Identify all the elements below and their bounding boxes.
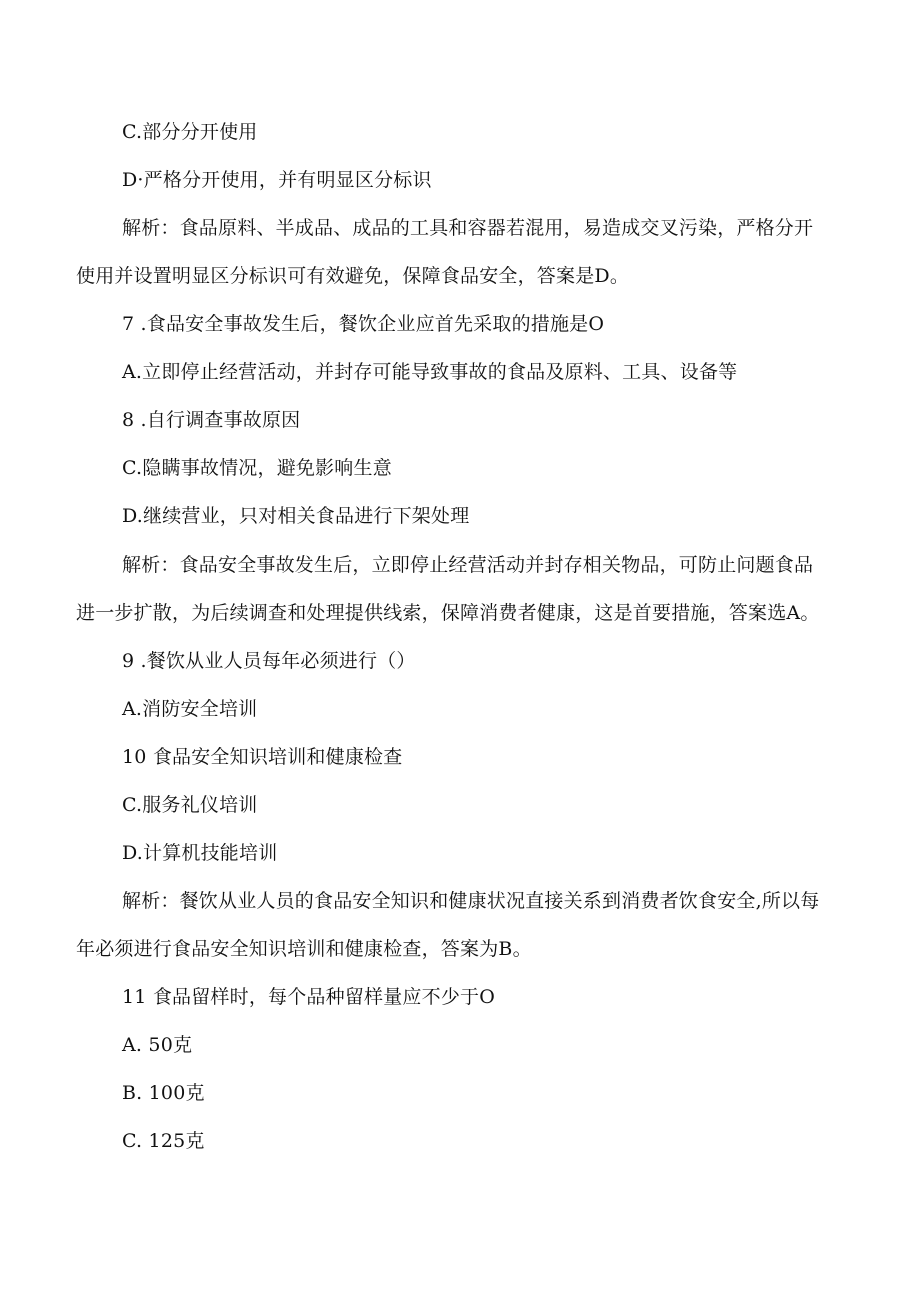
question-9-option-d: D.计算机技能培训 xyxy=(122,842,278,864)
question-7-option-d: D.继续营业，只对相关食品进行下架处理 xyxy=(122,505,470,527)
question-11-option-a: A. 50克 xyxy=(122,1034,193,1056)
question-10-line: 10 食品安全知识培训和健康检查 xyxy=(122,746,403,768)
question-7-option-a: A.立即停止经营活动，并封存可能导致事故的食品及原料、工具、设备等 xyxy=(122,361,738,383)
question-7-option-c: C.隐瞒事故情况，避免影响生意 xyxy=(122,457,392,479)
question-9: 9 .餐饮从业人员每年必须进行（） xyxy=(122,650,416,672)
question-11-option-b: B. 100克 xyxy=(122,1082,205,1104)
question-11-option-c: C. 125克 xyxy=(122,1130,205,1152)
analysis-9-line-1: 解析：餐饮从业人员的食品安全知识和健康状况直接关系到消费者饮食安全,所以每 xyxy=(122,890,820,912)
option-d-strict-separate: D·严格分开使用，并有明显区分标识 xyxy=(122,169,432,191)
analysis-6-line-1: 解析：食品原料、半成品、成品的工具和容器若混用，易造成交叉污染，严格分开 xyxy=(122,217,814,239)
question-7: 7 .食品安全事故发生后，餐饮企业应首先采取的措施是O xyxy=(122,313,605,335)
question-8-line: 8 .自行调查事故原因 xyxy=(122,409,301,431)
question-11: 11 食品留样时，每个品种留样量应不少于O xyxy=(122,986,495,1008)
analysis-7-line-2: 进一步扩散，为后续调查和处理提供线索，保障消费者健康，这是首要措施，答案选A。 xyxy=(76,602,820,624)
option-c-partial-separate: C.部分分开使用 xyxy=(122,121,258,143)
analysis-6-line-2: 使用并设置明显区分标识可有效避免，保障食品安全，答案是D。 xyxy=(76,265,630,287)
analysis-7-line-1: 解析：食品安全事故发生后，立即停止经营活动并封存相关物品，可防止问题食品 xyxy=(122,554,814,576)
analysis-9-line-2: 年必须进行食品安全知识培训和健康检查，答案为B。 xyxy=(76,938,532,960)
question-9-option-c: C.服务礼仪培训 xyxy=(122,794,258,816)
question-9-option-a: A.消防安全培训 xyxy=(122,698,258,720)
